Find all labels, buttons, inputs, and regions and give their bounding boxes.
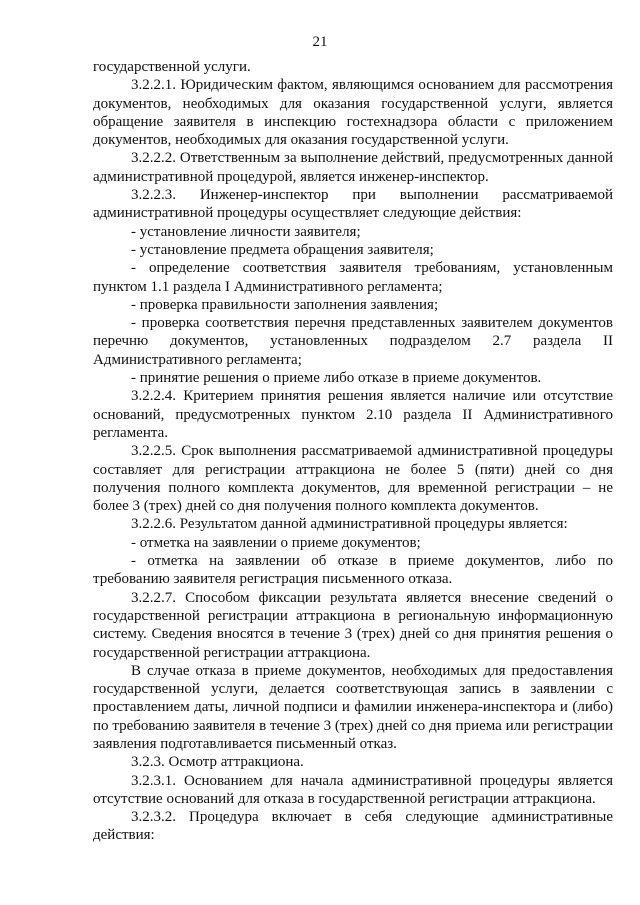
list-item: - определение соответствия заявителя требованиям, установленным пунктом 1.1 раздела I Административного регламента; — [93, 260, 613, 295]
paragraph: 3.2.3.2. Процедура включает в себя следующие административные действия: — [93, 809, 613, 844]
list-item: - отметка на заявлении о приеме документов; — [131, 534, 421, 551]
list-item: - проверка соответствия перечня представленных заявителем документов перечню документов, установленных подразделом 2.7 раздела II Административного регламента; — [93, 315, 613, 368]
section-heading: 3.2.3. Осмотр аттракциона. — [131, 754, 304, 771]
paragraph: 3.2.2.2. Ответственным за выполнение действий, предусмотренных данной административной процедурой, является инженер-инспектор. — [93, 150, 613, 185]
paragraph: 3.2.2.1. Юридическим фактом, являющимся основанием для рассмотрения документов, необходимых для оказания государственной услуги, является обращение заявителя в инспекцию гостехнадзора области с приложением документов, необходимых для оказания государственной услуги. — [93, 77, 613, 149]
paragraph: 3.2.2.7. Способом фиксации результата является внесение сведений о государственной регистрации аттракциона в региональную информационную систему. Сведения вносятся в течение 3 (трех) дней со дня принятия решения о государственной регистрации аттракциона. — [93, 589, 613, 661]
paragraph: 3.2.2.5. Срок выполнения рассматриваемой административной процедуры составляет для регистрации аттракциона не более 5 (пяти) дней со дня получения полного комплекта документов, для временной регистрации – не более 3 (трех) дней со дня получения полного комплекта документов. — [93, 443, 613, 515]
paragraph: 3.2.2.4. Критерием принятия решения является наличие или отсутствие оснований, предусмотренных пунктом 2.10 раздела II Административного регламента. — [93, 388, 613, 441]
document-body — [93, 58, 613, 845]
list-item: - принятие решения о приеме либо отказе в приеме документов. — [131, 370, 542, 387]
list-item: - проверка правильности заполнения заявления; — [131, 296, 439, 313]
paragraph: 3.2.2.3. Инженер-инспектор при выполнении рассматриваемой административной процедуры осуществляет следующие действия: — [93, 187, 613, 222]
paragraph: 3.2.2.6. Результатом данной административной процедуры является: — [131, 516, 568, 533]
page-number: 21 — [312, 34, 328, 50]
paragraph: В случае отказа в приеме документов, необходимых для предоставления государственной услуги, делается соответствующая запись в заявлении с проставлением даты, личной подписи и фамилии инженера-инспектора и (либо) по требованию заявителя в течение 3 (трех) дней со дня приема или регистрации заявления подготавливается письменный отказ. — [93, 662, 613, 752]
list-item: - установление личности заявителя; — [131, 223, 361, 240]
paragraph: государственной услуги. — [93, 59, 251, 75]
list-item: - установление предмета обращения заявителя; — [131, 241, 434, 258]
paragraph: 3.2.3.1. Основанием для начала административной процедуры является отсутствие оснований для отказа в государственной регистрации аттракциона. — [93, 772, 613, 807]
list-item: - отметка на заявлении об отказе в приеме документов, либо по требованию заявителя регистрация письменного отказа. — [93, 553, 613, 588]
